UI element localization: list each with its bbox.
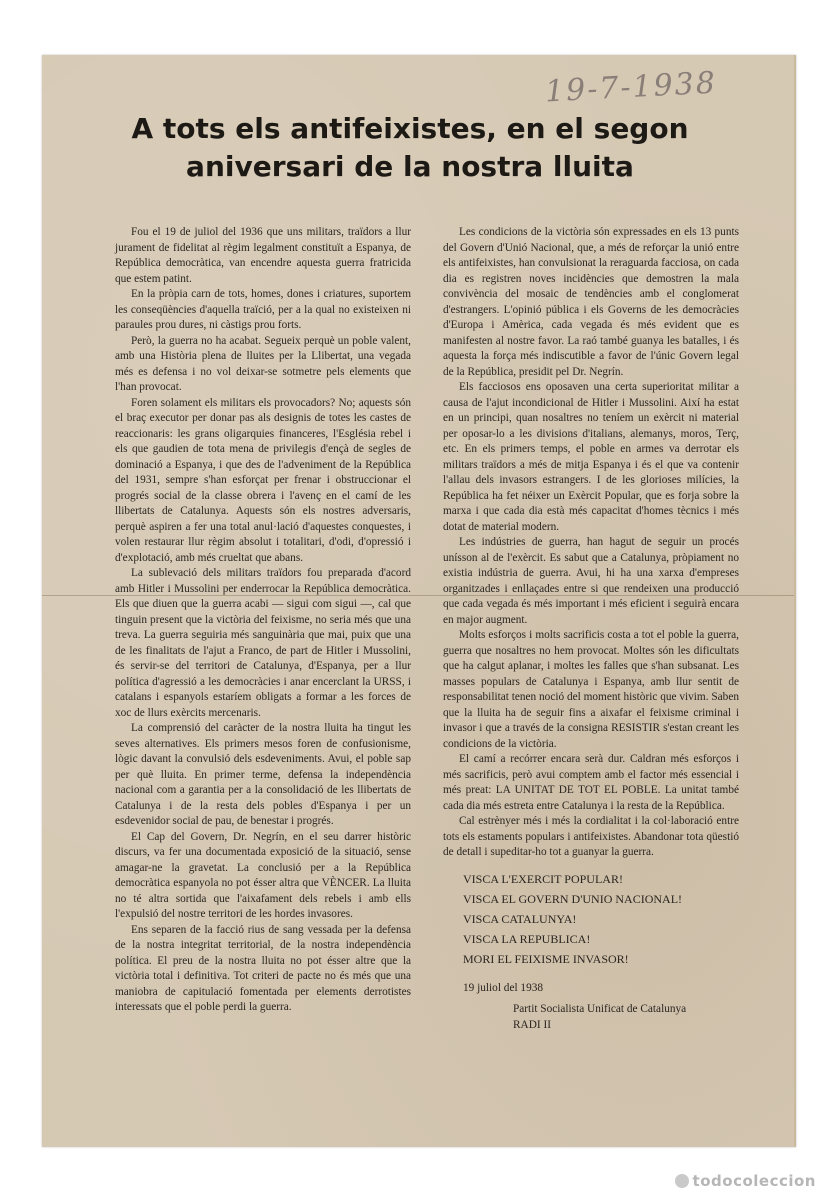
signature-block bbox=[443, 981, 739, 1034]
title-line-2: aniversari de la nostra lluita bbox=[186, 150, 634, 183]
paragraph: Fou el 19 de juliol del 1936 que uns militars, traïdors a llur jurament de fidelitat al règim legalment constituït a Espanya, de República democràtica, van encendre aquesta guerra fratricida que estem patint. bbox=[115, 226, 411, 285]
leaflet-title bbox=[60, 110, 760, 186]
paragraph: El camí a recórrer encara serà dur. Caldran més esforços i més sacrificis, però avui comptem amb el factor més essencial i més preat: LA UNITAT DE TOT EL POBLE. La unitat també cada dia més estreta entre Catalunya i la resta de la República. bbox=[443, 753, 739, 812]
slogan: VISCA L'EXERCIT POPULAR! bbox=[463, 871, 623, 886]
paragraph: Cal estrènyer més i més la cordialitat i la col·laboració entre tots els estaments populars i antifeixistes. Abandonar tota qüestió de detall i supeditar-ho tot a guanyar la guerra. bbox=[443, 815, 739, 858]
signature-date: 19 juliol del 1938 bbox=[463, 981, 544, 994]
paragraph: Molts esforços i molts sacrificis costa a tot el poble la guerra, guerra que nosaltres no hem provocat. Moltes són les dificultats que ha calgut aplanar, i moltes les falles que s'han subsanat. Les masses populars de Catalunya i Espanya, amb llur sentit de responsabilitat tenen noció del moment històric que vivim. Saben que la lluita ha de seguir fins a aixafar el feixisme criminal i invasor i que a través de la consigna RESISTIR s'estan creant les condicions de la victòria. bbox=[443, 629, 739, 750]
paragraph: Les condicions de la victòria són expressades en els 13 punts del Govern d'Unió Nacional, que, a més de reforçar la unió entre els antifeixistes, han convulsionat la reraguarda facciosa, on cada dia es registren noves incidències que demostren la mala convivència del mosaic de tendències amb el conglomerat d'estrangers. L'opinió pública i els Governs de les democràcies d'Europa i Amèrica, cada vegada és més evident que es manifesten al nostre favor. La raó també guanya les batalles, i és aquesta la força més indiscutible a favor de l'únic Govern legal de la República, presidit pel Dr. Negrín. bbox=[443, 226, 739, 378]
right-column bbox=[443, 225, 739, 1033]
left-column bbox=[115, 225, 411, 1016]
watermark-text: todocoleccion bbox=[692, 1172, 816, 1190]
slogan: VISCA CATALUNYA! bbox=[463, 911, 577, 926]
paragraph: El Cap del Govern, Dr. Negrín, en el seu darrer històric discurs, va fer una documentada exposició de la situació, sense amagar-ne la gravetat. La conclusió per a la República democràtica espanyola no pot ésser altra que VÈNCER. La lluita no té altra sortida que l'aixafament dels rebels i amb ells l'expulsió del nostre territori de les hordes invasores. bbox=[115, 830, 411, 920]
paragraph: Els facciosos ens oposaven una certa superioritat militar a causa de l'ajut incondicional de Hitler i Mussolini. Així ha estat en un principi, quan nosaltres no teníem un exèrcit ni material per oposar-lo a les divisions d'italians, alemanys, moros, Terç, etc. En els primers temps, el poble en armes va derrotar els militars traïdors a més de mitja Espanya i és el que va contenir l'allau dels invasors estrangers. I de les glorioses milícies, la República ha fet néixer un Exèrcit Popular, que es forja sobre la marxa i que cada dia està més capacitat d'homes tècnics i més dotat de material modern. bbox=[443, 381, 739, 533]
watermark bbox=[675, 1172, 816, 1190]
signature-radi: RADI II bbox=[513, 1018, 551, 1031]
paragraph: Però, la guerra no ha acabat. Segueix perquè un poble valent, amb una Història plena de lluites per la Llibertat, una vegada més es defensa i no vol deixar-se sotmetre pels elements que l'han provocat. bbox=[115, 334, 411, 393]
slogan: VISCA LA REPUBLICA! bbox=[463, 931, 591, 946]
title-line-1: A tots els antifeixistes, en el segon bbox=[131, 112, 689, 145]
handwritten-date: 19-7-1938 bbox=[544, 65, 718, 110]
slogan-list bbox=[443, 871, 739, 967]
paragraph: Foren solament els militars els provocadors? No; aquests són el braç executor per donar pas als designis de totes les castes de reaccionaris: les grans oligarquies financeres, l'Església rebel i els que gaudien de tota mena de privilegis d'ençà de segles de dominació a Espanya, i que des de l'adveniment de la República del 1931, sempre s'han esforçat per frenar i obstruccionar el progrés social de la classe obrera i l'avenç en el camí de les llibertats de Catalunya. Aquests són els nostres adversaris, perquè aspiren a fer una total anul·lació d'aquestes conquestes, i volen restaurar llur règim absolut i totalitari, d'odi, d'opressió i d'explotació, amb més crueltat que abans. bbox=[115, 396, 411, 564]
watermark-logo-icon bbox=[675, 1174, 689, 1188]
paragraph: En la pròpia carn de tots, homes, dones i criatures, suportem les conseqüències d'aquella traïció, per a la qual no existeixen ni paraules prou dures, ni càstigs prou forts. bbox=[115, 288, 411, 331]
signature-party: Partit Socialista Unificat de Catalunya bbox=[513, 1003, 687, 1015]
paragraph: Les indústries de guerra, han hagut de seguir un procés unísson al de l'exèrcit. Es sabut que a Catalunya, pròpiament no existia indústria de guerra. Avui, hi ha una xarxa d'empreses organitzades i enllaçades entre si que rendeixen una producció que cada vegada és més important i més eficient i seguirà encara en major augment. bbox=[443, 536, 739, 626]
slogan: MORI EL FEIXISME INVASOR! bbox=[463, 951, 629, 966]
paragraph: Ens separen de la facció rius de sang vessada per la defensa de la nostra integritat territorial, de la nostra independència política. El preu de la nostra lluita no pot ésser altre que la victòria total i definitiva. Tot criteri de pacte no és més que una maniobra de capitulació fomentada per elements derrotistes interessats que el poble perdi la guerra. bbox=[115, 923, 411, 1013]
paragraph: La comprensió del caràcter de la nostra lluita ha tingut les seves alternatives. Els primers mesos foren de confusionisme, lògic davant la convulsió dels esdeveniments. Avui, el poble sap per què lluita. En primer terme, defensa la independència nacional com a garantia per a la consolidació de les llibertats de Catalunya i de la resta dels pobles d'Espanya i per un esdevenidor social de pau, de benestar i progrés. bbox=[115, 722, 411, 827]
slogan: VISCA EL GOVERN D'UNIO NACIONAL! bbox=[463, 891, 683, 906]
paragraph: La sublevació dels militars traïdors fou preparada d'acord amb Hitler i Mussolini per enderrocar la República democràtica. Els que diuen que la guerra acabi — sigui com sigui —, cal que tinguin present que la victòria del feixisme, no seria més que una treva. La guerra seguiria més sanguinària que mai, puix que una de les finalitats de l'ajut a Franco, de part de Hitler i Mussolini, és servir-se del territori de Catalunya, d'Espanya, per a llur política d'agressió a les democràcies i anar encerclant la URSS, i catalans i espanyols estaríem obligats a formar a les forces de xoc de llurs exèrcits mercenaris. bbox=[115, 567, 411, 719]
